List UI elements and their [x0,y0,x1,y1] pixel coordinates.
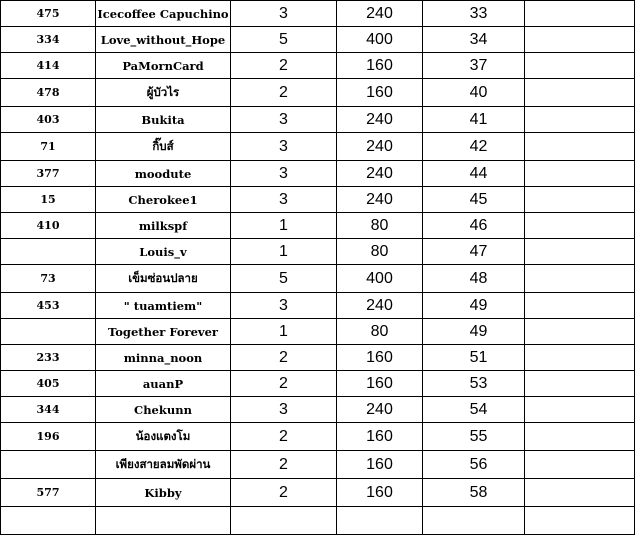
name-cell[interactable] [96,507,231,535]
table-row [1,27,635,53]
empty-cell[interactable] [525,319,635,345]
table-row [1,79,635,107]
quantity-cell[interactable]: 3 [231,133,337,161]
id-cell[interactable]: 453 [1,293,96,319]
table-row [1,213,635,239]
empty-cell[interactable] [525,133,635,161]
quantity-cell[interactable]: 2 [231,371,337,397]
points-cell[interactable]: 400 [337,27,423,53]
points-cell[interactable]: 80 [337,239,423,265]
empty-cell[interactable] [525,187,635,213]
quantity-cell[interactable] [231,507,337,535]
points-cell[interactable] [337,507,423,535]
rank-cell[interactable]: 54 [423,397,525,423]
table-row [1,451,635,479]
points-cell[interactable]: 160 [337,423,423,451]
name-cell[interactable]: minna_noon [96,345,231,371]
quantity-cell[interactable]: 2 [231,53,337,79]
quantity-cell[interactable]: 3 [231,107,337,133]
rank-cell[interactable]: 40 [423,79,525,107]
id-cell[interactable]: 71 [1,133,96,161]
rank-cell[interactable]: 53 [423,371,525,397]
empty-cell[interactable] [525,293,635,319]
quantity-cell[interactable]: 1 [231,319,337,345]
rank-cell[interactable]: 47 [423,239,525,265]
quantity-cell[interactable]: 3 [231,293,337,319]
id-cell[interactable]: 405 [1,371,96,397]
id-cell[interactable] [1,319,96,345]
table-row [1,345,635,371]
rank-cell[interactable]: 48 [423,265,525,293]
points-cell[interactable]: 240 [337,187,423,213]
name-cell[interactable]: PaMornCard [96,53,231,79]
name-cell[interactable]: moodute [96,161,231,187]
points-cell[interactable]: 160 [337,479,423,507]
empty-cell[interactable] [525,79,635,107]
id-cell[interactable]: 344 [1,397,96,423]
quantity-cell[interactable]: 2 [231,345,337,371]
name-cell[interactable]: Kibby [96,479,231,507]
name-cell[interactable]: auanP [96,371,231,397]
table-row [1,397,635,423]
empty-cell[interactable] [525,161,635,187]
id-cell[interactable]: 233 [1,345,96,371]
quantity-cell[interactable]: 2 [231,79,337,107]
table-row [1,161,635,187]
table-row [1,133,635,161]
rank-cell[interactable]: 33 [423,1,525,27]
empty-cell[interactable] [525,371,635,397]
empty-cell[interactable] [525,451,635,479]
table-row [1,507,635,535]
rank-cell[interactable]: 37 [423,53,525,79]
points-cell[interactable]: 240 [337,133,423,161]
rank-cell[interactable]: 45 [423,187,525,213]
points-cell[interactable]: 80 [337,319,423,345]
empty-cell[interactable] [525,265,635,293]
empty-cell[interactable] [525,1,635,27]
empty-cell[interactable] [525,479,635,507]
table-body [1,1,635,535]
quantity-cell[interactable]: 5 [231,27,337,53]
rank-cell[interactable]: 41 [423,107,525,133]
points-cell[interactable]: 80 [337,213,423,239]
rank-cell[interactable] [423,507,525,535]
id-cell[interactable]: 403 [1,107,96,133]
points-cell[interactable]: 160 [337,79,423,107]
quantity-cell[interactable]: 3 [231,187,337,213]
quantity-cell[interactable]: 1 [231,239,337,265]
quantity-cell[interactable]: 3 [231,1,337,27]
points-cell[interactable]: 160 [337,53,423,79]
empty-cell[interactable] [525,239,635,265]
id-cell[interactable]: 478 [1,79,96,107]
id-cell[interactable]: 334 [1,27,96,53]
table-row [1,319,635,345]
name-cell[interactable]: Bukita [96,107,231,133]
table-row [1,187,635,213]
name-cell[interactable]: Chekunn [96,397,231,423]
name-cell[interactable]: milkspf [96,213,231,239]
id-cell[interactable] [1,239,96,265]
points-cell[interactable]: 240 [337,293,423,319]
rank-cell[interactable]: 44 [423,161,525,187]
empty-cell[interactable] [525,53,635,79]
id-cell[interactable]: 15 [1,187,96,213]
id-cell[interactable]: 73 [1,265,96,293]
quantity-cell[interactable]: 3 [231,161,337,187]
name-cell[interactable]: Together Forever [96,319,231,345]
table-row [1,1,635,27]
table-row [1,265,635,293]
name-cell[interactable]: " tuamtiem" [96,293,231,319]
id-cell[interactable]: 414 [1,53,96,79]
name-cell[interactable]: Icecoffee Capuchino [96,1,231,27]
id-cell[interactable]: 196 [1,423,96,451]
table-row [1,239,635,265]
id-cell[interactable] [1,451,96,479]
name-cell[interactable]: Louis_v [96,239,231,265]
table-row [1,293,635,319]
points-cell[interactable]: 160 [337,371,423,397]
empty-cell[interactable] [525,27,635,53]
id-cell[interactable]: 577 [1,479,96,507]
points-cell[interactable]: 240 [337,107,423,133]
rank-cell[interactable]: 46 [423,213,525,239]
name-cell[interactable]: ผู้บัวไร [96,79,231,107]
id-cell[interactable]: 475 [1,1,96,27]
points-cell[interactable]: 400 [337,265,423,293]
empty-cell[interactable] [525,345,635,371]
rank-cell[interactable]: 58 [423,479,525,507]
quantity-cell[interactable]: 1 [231,213,337,239]
points-cell[interactable]: 240 [337,161,423,187]
empty-cell[interactable] [525,397,635,423]
empty-cell[interactable] [525,213,635,239]
points-cell[interactable]: 160 [337,345,423,371]
table-row [1,107,635,133]
rank-cell[interactable]: 55 [423,423,525,451]
quantity-cell[interactable]: 2 [231,423,337,451]
quantity-cell[interactable]: 2 [231,451,337,479]
rank-cell[interactable]: 56 [423,451,525,479]
rank-cell[interactable]: 49 [423,293,525,319]
quantity-cell[interactable]: 3 [231,397,337,423]
empty-cell[interactable] [525,423,635,451]
table-row [1,423,635,451]
table-row [1,53,635,79]
name-cell[interactable]: เข็มซ่อนปลาย [96,265,231,293]
empty-cell[interactable] [525,107,635,133]
name-cell[interactable]: น้องแตงโม [96,423,231,451]
name-cell[interactable]: Love_without_Hope [96,27,231,53]
points-cell[interactable]: 160 [337,451,423,479]
rank-cell[interactable]: 49 [423,319,525,345]
name-cell[interactable]: กิ๊บส์ [96,133,231,161]
table-row [1,479,635,507]
id-cell[interactable]: 377 [1,161,96,187]
table-row [1,371,635,397]
name-cell[interactable]: เพียงสายลมพัดผ่าน [96,451,231,479]
rank-cell[interactable]: 34 [423,27,525,53]
points-cell[interactable]: 240 [337,1,423,27]
name-cell[interactable]: Cherokee1 [96,187,231,213]
id-cell[interactable]: 410 [1,213,96,239]
quantity-cell[interactable]: 5 [231,265,337,293]
id-cell[interactable] [1,507,96,535]
rank-cell[interactable]: 42 [423,133,525,161]
quantity-cell[interactable]: 2 [231,479,337,507]
rank-cell[interactable]: 51 [423,345,525,371]
empty-cell[interactable] [525,507,635,535]
points-cell[interactable]: 240 [337,397,423,423]
